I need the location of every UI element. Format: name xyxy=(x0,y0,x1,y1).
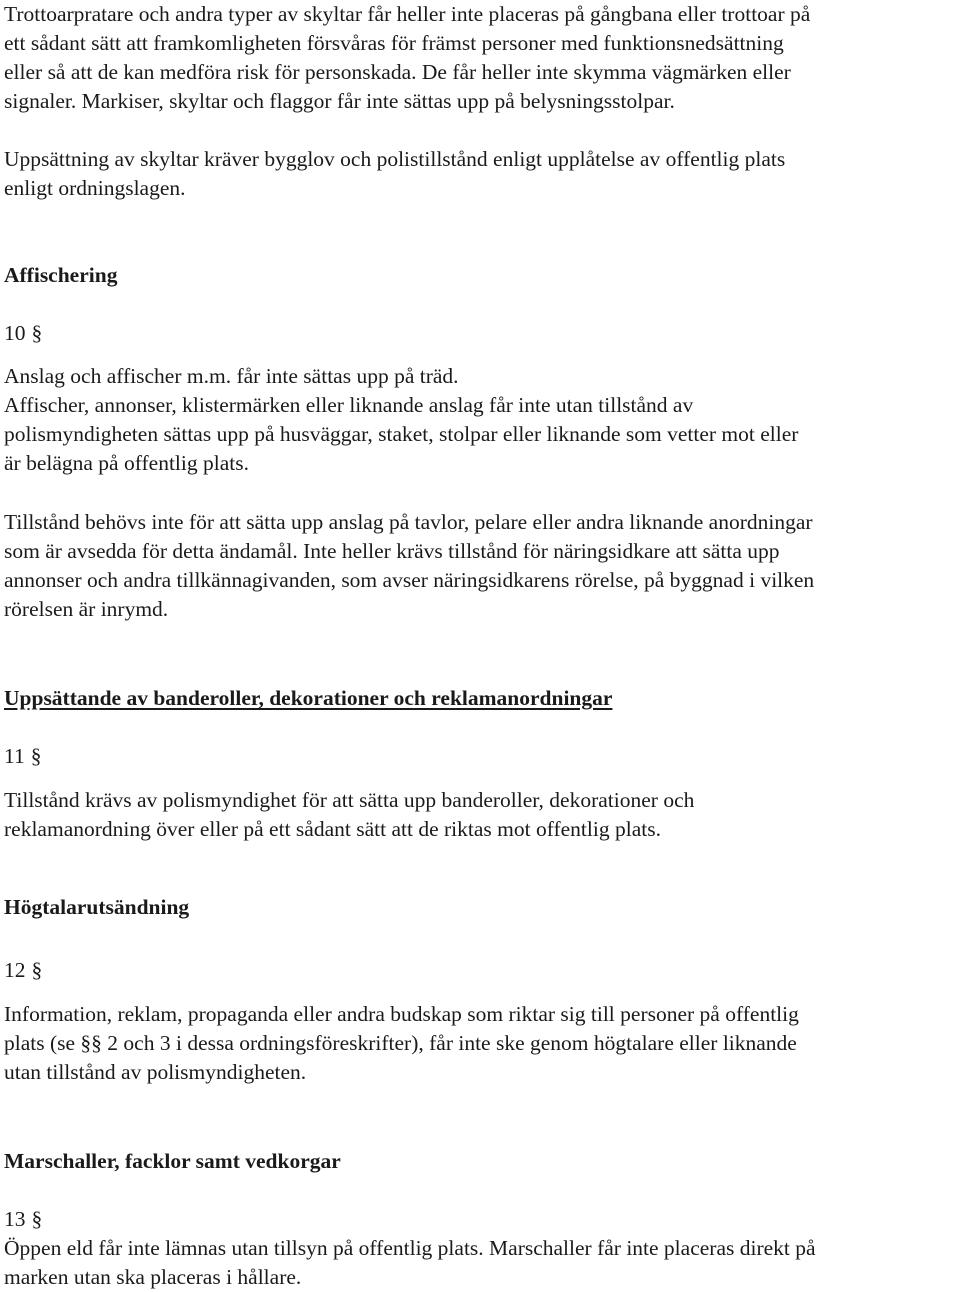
heading-marschaller: Marschaller, facklor samt vedkorgar xyxy=(4,1149,341,1173)
section-number: 11 xyxy=(4,744,25,768)
heading-affischering: Affischering xyxy=(4,263,118,287)
section-12-marker xyxy=(4,956,960,985)
section-13-marker xyxy=(4,1205,960,1234)
section-10-text: Anslag och affischer m.m. får inte sättas upp på träd. Affischer, annonser, klistermärken eller liknande anslag får inte utan tillstånd av polismyndigheten sättas upp på husväggar, staket, stolpar eller liknande som vetter mot eller är belägna på offentlig plats. xyxy=(4,364,799,475)
section-sign: § xyxy=(31,321,43,345)
section-number: 10 xyxy=(4,321,26,345)
section-sign: § xyxy=(31,1207,43,1231)
section-sign: § xyxy=(31,958,43,982)
heading-banderoller: Uppsättande av banderoller, dekorationer och reklamanordningar xyxy=(4,686,613,710)
section-11-marker xyxy=(4,742,960,771)
section-10-marker xyxy=(4,319,960,348)
section-sign: § xyxy=(30,744,42,768)
intro-paragraph-1: Trottoarpratare och andra typer av skyltar får heller inte placeras på gångbana eller trottoar på ett sådant sätt att framkomligheten försvåras för främst personer med funktionsnedsättning eller så att de kan medföra risk för personskada. De får heller inte skymma vägmärken eller signaler. Markiser, skyltar och flaggor får inte sättas upp på belysningsstolpar. xyxy=(4,2,811,113)
section-10-text-2: Tillstånd behövs inte för att sätta upp anslag på tavlor, pelare eller andra liknande anordningar som är avsedda för detta ändamål. Inte heller krävs tillstånd för näringsidkare att sätta upp annonser och andra tillkännagivanden, som avser näringsidkarens rörelse, på byggnad i vilken rörelsen är inrymd. xyxy=(4,510,815,621)
intro-paragraph-2: Uppsättning av skyltar kräver bygglov och polistillstånd enligt upplåtelse av offentlig plats enligt ordningslagen. xyxy=(4,147,786,200)
section-12-text: Information, reklam, propaganda eller andra budskap som riktar sig till personer på offentlig plats (se §§ 2 och 3 i dessa ordningsföreskrifter), får inte ske genom högtalare eller liknande utan tillstånd av polismyndigheten. xyxy=(4,1002,799,1084)
section-number: 12 xyxy=(4,958,26,982)
section-11-text: Tillstånd krävs av polismyndighet för att sätta upp banderoller, dekorationer och reklamanordning över eller på ett sådant sätt att de riktas mot offentlig plats. xyxy=(4,788,695,841)
section-13-text: Öppen eld får inte lämnas utan tillsyn på offentlig plats. Marschaller får inte placeras direkt på marken utan ska placeras i hållare. xyxy=(4,1236,816,1289)
section-number: 13 xyxy=(4,1207,26,1231)
heading-hogtalarutsandning: Högtalarutsändning xyxy=(4,895,190,919)
